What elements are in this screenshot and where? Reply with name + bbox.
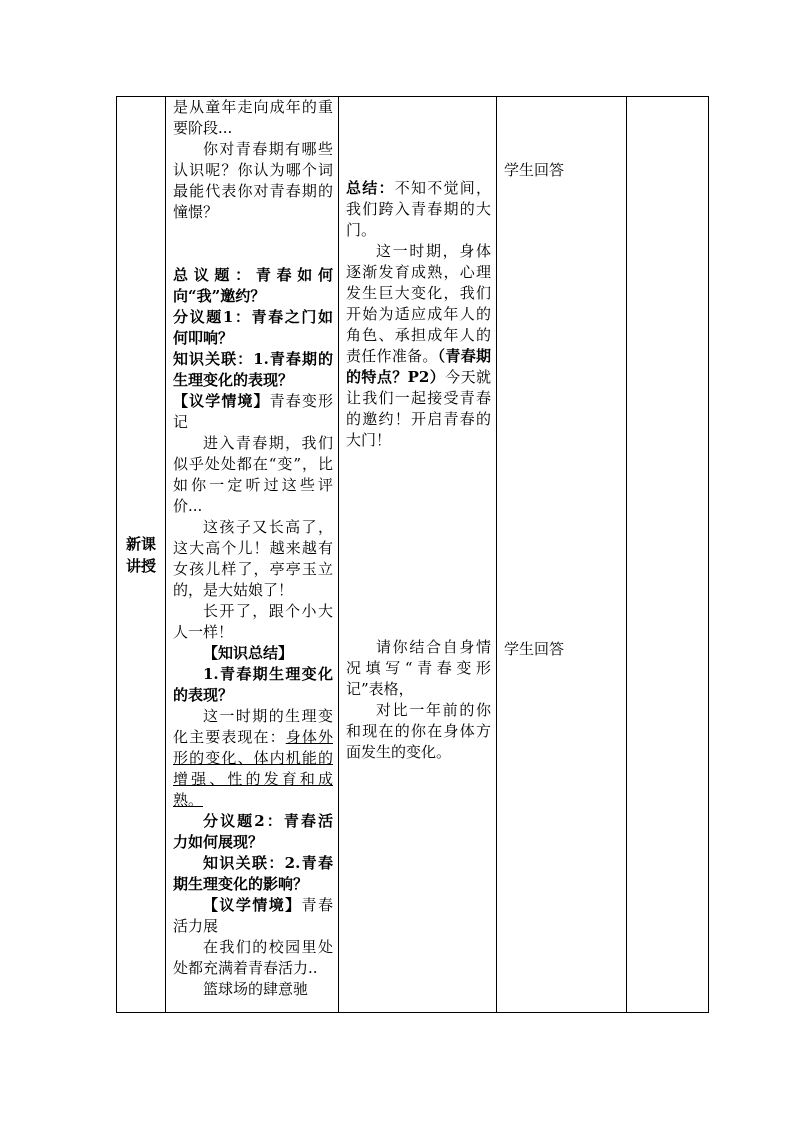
teacher-paragraph-tail: 今天就让我们一起接受青春的邀约！开启青春的大门！	[346, 368, 491, 449]
summary-question: 1.青春期生理变化的表现？	[173, 665, 333, 704]
student-answer-2: 学生回答	[504, 640, 565, 658]
content-paragraph: 这孩子又长高了，这大高个儿！越来越有女孩儿样了，亭亭玉立的，是大姑娘了！	[173, 518, 333, 599]
teacher-paragraph-bold: （青春期的特点？P2）	[346, 347, 491, 386]
scenario-tag: 【议学情境】	[173, 392, 270, 410]
scenario-1	[166, 391, 338, 433]
summary-answer-lead: 这一时期的生理变化主要表现在：	[173, 707, 333, 746]
content-paragraph: 是从童年走向成年的重要阶段...	[173, 98, 333, 137]
table-row	[117, 97, 709, 1013]
blank-line	[166, 244, 338, 265]
teacher-activity-cell	[339, 97, 497, 1013]
knowledge-summary-heading: 【知识总结】	[203, 644, 294, 662]
content-paragraph: 你对青春期有哪些认识呢？你认为哪个词最能代表你对青春期的憧憬？	[173, 140, 333, 221]
content-paragraph: 长开了，跟个小大人一样！	[173, 602, 333, 641]
teacher-paragraph	[339, 241, 496, 451]
teacher-summary	[339, 178, 496, 241]
teacher-task-2: 对比一年前的你和现在的你在身体方面发生的变化。	[346, 701, 491, 761]
knowledge-link-2: 知识关联：2.青春期生理变化的影响？	[173, 854, 333, 893]
scenario-tag: 【议学情境】	[203, 896, 302, 914]
teacher-task-1: 请你结合自身情况填写“青春变形记”表格，	[346, 638, 491, 698]
scenario-2	[166, 895, 338, 937]
content-paragraph: 在我们的校园里处处都充满着青春活力..	[173, 938, 333, 977]
lesson-plan-table	[116, 96, 709, 1013]
student-activity-cell	[497, 97, 627, 1013]
sub-topic-2: 分议题2：青春活力如何展现？	[173, 812, 333, 851]
teacher-paragraph-text: 这一时期，身体逐渐发育成熟，心理发生巨大变化，我们开始为适应成年人的角色、承担成年人的责任作准备。	[346, 242, 491, 365]
content-paragraph: 篮球场的肆意驰	[203, 980, 309, 998]
summary-answer	[166, 706, 338, 811]
student-answer-1: 学生回答	[504, 161, 565, 179]
summary-text: 不知不觉间，我们跨入青春期的大门。	[346, 179, 491, 239]
segment-label: 新课讲授	[125, 534, 156, 575]
scenario-title: 青春活力展	[173, 896, 333, 935]
teaching-content-cell	[166, 97, 339, 1013]
summary-label: 总结：	[346, 179, 395, 197]
sub-topic-1: 分议题1：青春之门如何叩响？	[173, 308, 333, 347]
summary-answer-key: 身体外形的变化、体内机能的增强、性的发育和成熟。	[173, 728, 333, 809]
blank-line	[166, 223, 338, 244]
knowledge-link-1: 知识关联：1.青春期的生理变化的表现？	[173, 350, 333, 389]
segment-cell	[117, 97, 166, 1013]
content-paragraph: 进入青春期，我们似乎处处都在“变”，比如你一定听过这些评价...	[173, 434, 333, 515]
empty-cell	[627, 97, 709, 1013]
general-topic: 总议题：青春如何向“我”邀约？	[173, 266, 333, 305]
scenario-title: 青春变形记	[173, 392, 333, 431]
